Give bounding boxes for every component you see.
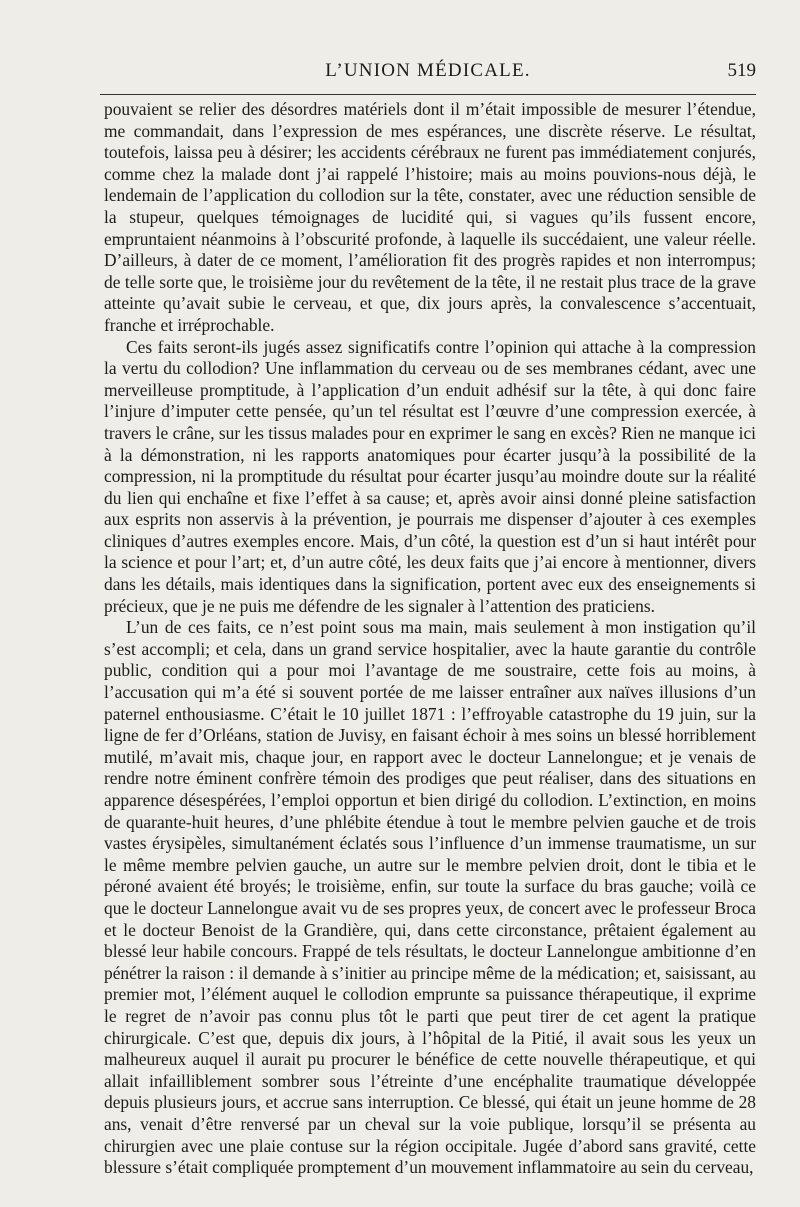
header-rule bbox=[100, 94, 756, 95]
paragraph: L’un de ces faits, ce n’est point sous ma main, mais seulement à mon instigation qu’il s’est accompli; et cela, dans un grand service hospitalier, avec la haute garantie du contrôle public, condition qui a pour moi l’avantage de me soustraire, cette fois au moins, à l’accusation qui m’a été si souvent portée de me laisser entraîner aux naïves illusions d’un paternel enthousiasme. C’était le 10 juillet 1871 : l’effroyable catastrophe du 19 juin, sur la ligne de fer d’Orléans, station de Juvisy, en faisant échoir à mes soins un blessé horriblement mutilé, m’avait mis, chaque jour, en rapport avec le docteur Lannelongue; et je venais de rendre notre éminent confrère témoin des prodiges que peut réaliser, dans des situations en apparence désespérées, l’emploi opportun et bien dirigé du collodion. L’extinction, en moins de quarante-huit heures, d’une phlébite étendue à tout le membre pelvien gauche et de trois vastes érysipèles, simultanément éclatés sous l’influence d’un immense traumatisme, un sur le même membre pelvien gauche, un autre sur le membre pelvien droit, dont le tibia et le péroné avaient été broyés; le troisième, enfin, sur toute la surface du bras gauche; voilà ce que le docteur Lannelongue avait vu de ses propres yeux, de concert avec le professeur Broca et le docteur Benoist de la Grandière, qui, dans cette circonstance, prêtaient également au blessé leur habile concours. Frappé de tels résultats, le docteur Lannelongue ambitionne d’en pénétrer la raison : il demande à s’initier au principe même de la médication; et, saisissant, au premier mot, l’élément auquel le collodion emprunte sa puissance thérapeutique, il exprime le regret de n’avoir pas connu plus tôt le parti que peut tirer de cet agent la pratique chirurgicale. C’est que, depuis dix jours, à l’hôpital de la Pitié, il avait sous les yeux un malheureux auquel il aurait pu procurer le bénéfice de cette nouvelle thérapeutique, et qui allait infailliblement sombrer sous l’étreinte d’une encéphalite traumatique développée depuis plusieurs jours, et accrue sans interruption. Ce blessé, qui était un jeune homme de 28 ans, venait d’être renversé par un cheval sur la voie publique, lorsqu’il se présenta au chirurgien avec une plaie contuse sur la région occipitale. Jugée d’abord sans gravité, cette blessure s’était compliquée promptement d’un mouvement inflammatoire au sein du cerveau, bbox=[104, 617, 756, 1178]
body-text bbox=[104, 99, 756, 1179]
page-number: 519 bbox=[727, 60, 756, 81]
paragraph: pouvaient se relier des désordres matériels dont il m’était impossible de mesurer l’étendue, me commandait, dans l’expression de mes espérances, une discrète réserve. Le résultat, toutefois, laissa peu à désirer; les accidents cérébraux ne furent pas immédiatement conjurés, comme chez la malade dont j’ai rappelé l’histoire; mais au moins pouvions-nous déjà, le lendemain de l’application du collodion sur la tête, constater, avec une réduction sensible de la stupeur, quelques témoignages de lucidité qui, si vagues qu’ils fussent encore, empruntaient néanmoins à l’obscurité profonde, à laquelle ils succédaient, une valeur réelle. D’ailleurs, à dater de ce moment, l’amélioration fit des progrès rapides et non interrompus; de telle sorte que, le troisième jour du revêtement de la tête, il ne restait plus trace de la grave atteinte qu’avait subie le cerveau, et que, dix jours après, la convalescence s’accentuait, franche et irréprochable. bbox=[104, 99, 756, 335]
running-title: L’UNION MÉDICALE. bbox=[325, 60, 531, 81]
paragraph: Ces faits seront-ils jugés assez significatifs contre l’opinion qui attache à la compression la vertu du collodion? Une inflammation du cerveau ou de ses membranes cédant, avec une merveilleuse promptitude, à l’application d’un enduit adhésif sur la tête, à qui donc faire l’injure d’imputer cette pensée, qu’un tel résultat est l’œuvre d’une compression exercée, à travers le crâne, sur les tissus malades pour en exprimer le sang en excès? Rien ne manque ici à la démonstration, ni les rapports anatomiques pour écarter jusqu’à la possibilité de la compression, ni la promptitude du résultat pour écarter jusqu’au moindre doute sur la réalité du lien qui enchaîne et fixe l’effet à sa cause; et, après avoir ainsi donné pleine satisfaction aux esprits non asservis à la prévention, je pourrais me dispenser d’ajouter à ces exemples cliniques d’autres exemples encore. Mais, d’un côté, la question est d’un si haut intérêt pour la science et pour l’art; et, d’un autre côté, les deux faits que j’ai encore à mentionner, divers dans les détails, mais identiques dans la signification, portent avec eux des enseignements si précieux, que je ne puis me défendre de les signaler à l’attention des praticiens. bbox=[104, 336, 756, 616]
page-header bbox=[100, 58, 756, 88]
